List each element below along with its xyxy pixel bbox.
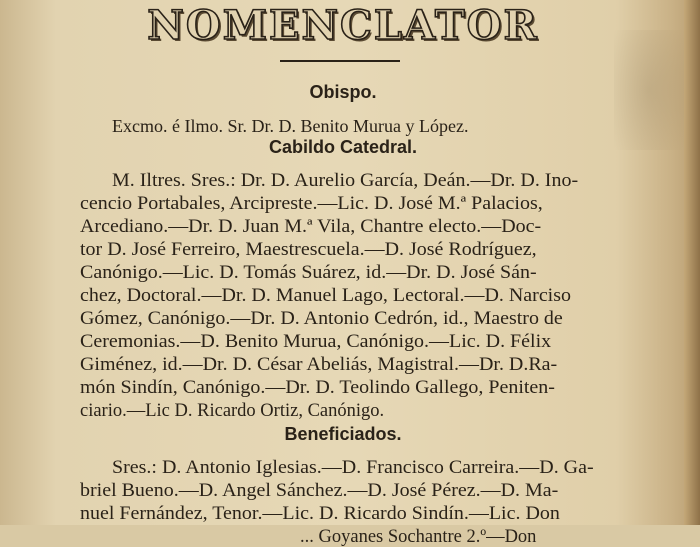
beneficiados-line: ... Goyanes Sochantre 2.º—Don bbox=[300, 527, 537, 547]
cabildo-line: món Sindín, Canónigo.—Dr. D. Teolindo Gallego, Peniten- bbox=[80, 378, 555, 398]
beneficiados-line: Sres.: D. Antonio Iglesias.—D. Francisco Carreira.—D. Ga- bbox=[112, 458, 594, 478]
beneficiados-line: briel Bueno.—D. Angel Sánchez.—D. José Pérez.—D. Ma- bbox=[80, 481, 559, 501]
cabildo-line: M. Iltres. Sres.: Dr. D. Aurelio García, Deán.—Dr. D. Ino- bbox=[112, 171, 579, 191]
cabildo-line: ciario.—Lic D. Ricardo Ortiz, Canónigo. bbox=[80, 401, 385, 421]
beneficiados-line: nuel Fernández, Tenor.—Lic. D. Ricardo Sindín.—Lic. Don bbox=[80, 504, 560, 524]
cabildo-line: tor D. José Ferreiro, Maestrescuela.—D. José Rodríguez, bbox=[80, 240, 537, 260]
cabildo-line: Arcediano.—Dr. D. Juan M.ª Vila, Chantre electo.—Doc- bbox=[80, 217, 542, 237]
page-edge bbox=[684, 0, 700, 525]
cabildo-line: Giménez, id.—Dr. D. César Abeliás, Magistral.—Dr. D.Ra- bbox=[80, 355, 558, 375]
section-title-cabildo: Cabildo Catedral. bbox=[268, 137, 418, 157]
bishop-line: Excmo. é Ilmo. Sr. Dr. D. Benito Murua y López. bbox=[112, 116, 469, 136]
cabildo-line: Canónigo.—Lic. D. Tomás Suárez, id.—Dr. D. José Sán- bbox=[80, 263, 537, 283]
cabildo-line: Ceremonias.—D. Benito Murua, Canónigo.—Lic. D. Félix bbox=[80, 332, 552, 352]
cabildo-line: cencio Portabales, Arcipreste.—Lic. D. José M.ª Palacios, bbox=[80, 194, 543, 214]
heading-rule bbox=[280, 60, 400, 62]
section-title-obispo: Obispo. bbox=[309, 82, 377, 102]
page-heading: NOMENCLATOR bbox=[147, 2, 539, 49]
cabildo-line: Gómez, Canónigo.—Dr. D. Antonio Cedrón, id., Maestro de bbox=[80, 309, 563, 329]
section-title-beneficiados: Beneficiados. bbox=[284, 424, 402, 444]
cabildo-line: chez, Doctoral.—Dr. D. Manuel Lago, Lectoral.—D. Narciso bbox=[80, 286, 572, 306]
